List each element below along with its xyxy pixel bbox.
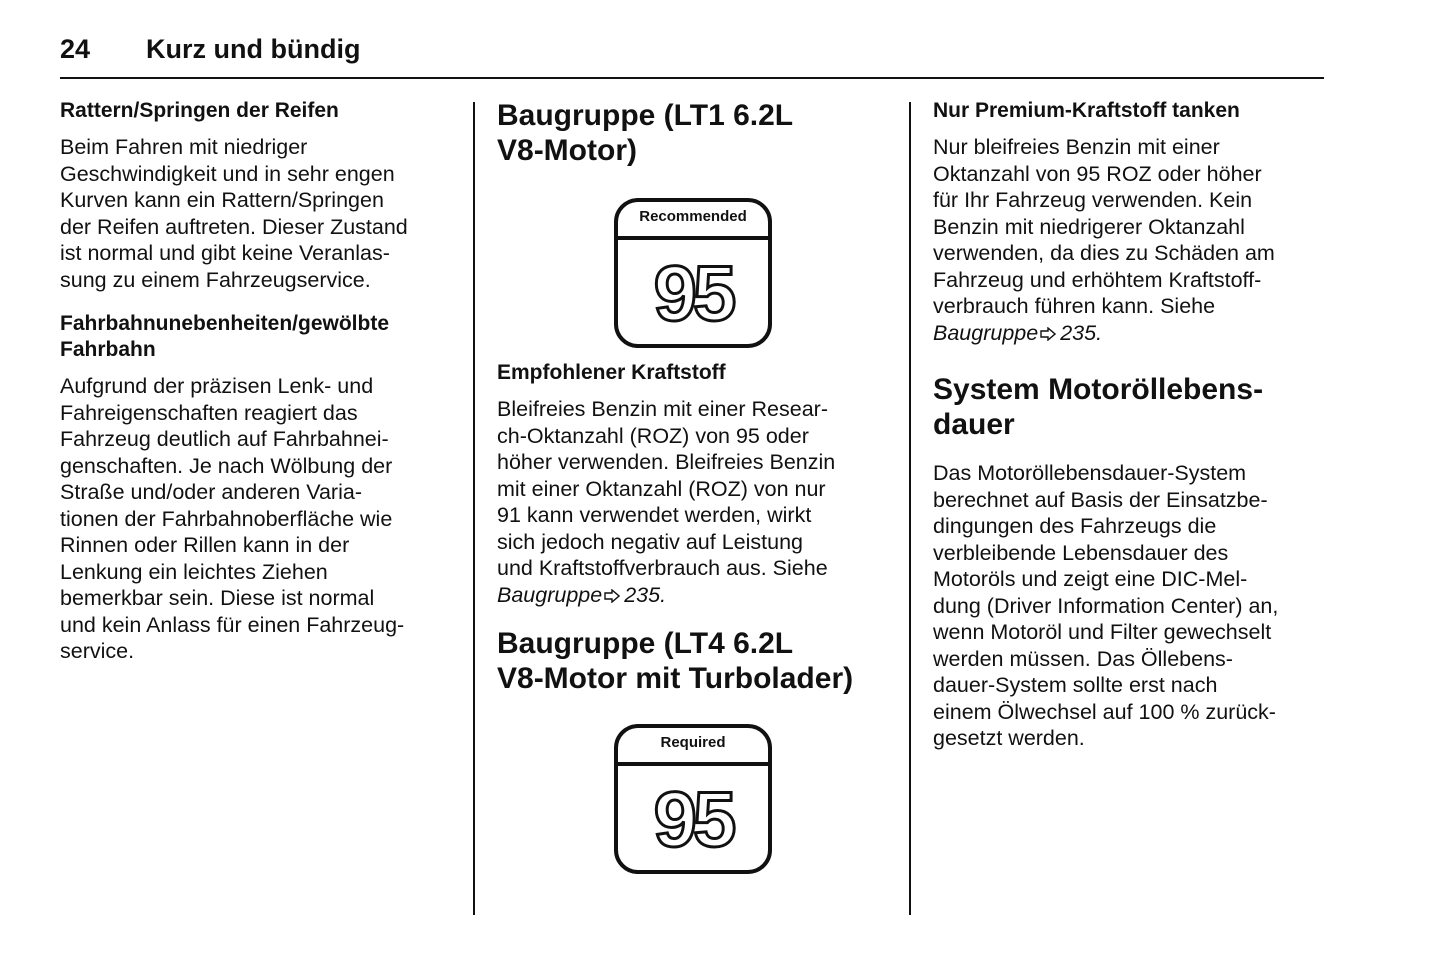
section-body-road-crown: Aufgrund der präzisen Lenk- und Fahreigenschaften reagiert das Fahrzeug deutlich auf Fahrbahnei- genschaften. Je nach Wölbung der Straße und/oder anderen Varia- tionen der Fahrbahnoberfläche wie Rinnen oder Rillen kann in der Lenkung ein leichtes Ziehen bemerkbar sein. Diese ist normal und kein Anlass für einen Fahrzeug- service. bbox=[60, 374, 405, 663]
recommended-fuel-title: Empfohlener Kraftstoff bbox=[497, 361, 726, 384]
section-title-premium-fuel: Nur Premium-Kraftstoff tanken bbox=[933, 99, 1240, 122]
section-title-road-crown: Fahrbahnunebenheiten/gewölbte Fahrbahn bbox=[60, 312, 390, 361]
reference-page: 235. bbox=[624, 582, 667, 607]
badge-recommended-wrap bbox=[497, 198, 892, 350]
recommended-fuel-body bbox=[497, 396, 892, 608]
reference-text: Baugruppe bbox=[497, 582, 603, 607]
premium-fuel-text: Nur bleifreies Benzin mit einer Oktanzahl von 95 ROZ oder höher für Ihr Fahrzeug verwenden. Kein Benzin mit niedrigerer Oktanzahl verwenden, da dies zu Schäden am Fahrzeug und erhöhtem Kraftstoff- verbrauch führen kann. Siehe bbox=[933, 135, 1275, 318]
column-2 bbox=[497, 98, 892, 886]
column-3 bbox=[933, 98, 1328, 770]
chapter-title: Kurz und bündig bbox=[146, 34, 361, 64]
cross-reference-link[interactable] bbox=[497, 583, 666, 607]
badge-label: Recommended bbox=[639, 208, 747, 225]
recommended-fuel-text: Bleifreies Benzin mit einer Resear- ch-Oktanzahl (ROZ) von 95 oder höher verwenden. Bleifreies Benzin mit einer Oktanzahl (ROZ) von nur 91 kann verwendet werden, wirkt sich jedoch negativ auf Leistung und Kraftstoffverbrauch aus. Siehe bbox=[497, 397, 836, 580]
heading-oil-life-system: System Motoröllebens- dauer bbox=[933, 373, 1264, 441]
badge-octane-number: 95 bbox=[653, 249, 733, 337]
reference-text: Baugruppe bbox=[933, 320, 1039, 345]
column-1 bbox=[60, 98, 458, 683]
heading-lt4-engine: Baugruppe (LT4 6.2L V8-Motor mit Turbolader) bbox=[497, 627, 854, 695]
badge-required-wrap bbox=[497, 724, 892, 876]
page-number: 24 bbox=[60, 34, 91, 64]
oil-life-system-body: Das Motoröllebensdauer-System berechnet auf Basis der Einsatzbe- dingungen des Fahrzeugs die verbleibende Lebensdauer des Motoröls und zeigt eine DIC-Mel- dung (Driver Information Center) an, wenn Motoröl und Filter gewechselt werden müssen. Das Öllebens- dauer-System sollte erst nach einem Ölwechsel auf 100 % zurück- gesetzt werden. bbox=[933, 461, 1279, 750]
column-divider-1 bbox=[473, 102, 475, 915]
reference-page: 235. bbox=[1060, 320, 1103, 345]
page-reference-arrow-icon bbox=[1040, 327, 1056, 341]
page-header bbox=[60, 34, 1324, 78]
heading-lt1-engine: Baugruppe (LT1 6.2L V8-Motor) bbox=[497, 99, 794, 167]
fuel-octane-label-icon bbox=[614, 198, 772, 348]
fuel-octane-label-icon bbox=[614, 724, 772, 874]
column-divider-2 bbox=[909, 102, 911, 915]
page-reference-arrow-icon bbox=[604, 589, 620, 603]
section-title-tire-chatter: Rattern/Springen der Reifen bbox=[60, 99, 339, 122]
header-divider bbox=[60, 77, 1324, 79]
section-body-tire-chatter: Beim Fahren mit niedriger Geschwindigkeit und in sehr engen Kurven kann ein Rattern/Springen der Reifen auftreten. Dieser Zustand ist normal und gibt keine Veranlas- sung zu einem Fahrzeugservice. bbox=[60, 135, 408, 292]
badge-octane-number: 95 bbox=[653, 775, 733, 863]
badge-label: Required bbox=[660, 734, 726, 751]
cross-reference-link[interactable] bbox=[933, 321, 1102, 345]
section-body-premium-fuel bbox=[933, 134, 1328, 346]
